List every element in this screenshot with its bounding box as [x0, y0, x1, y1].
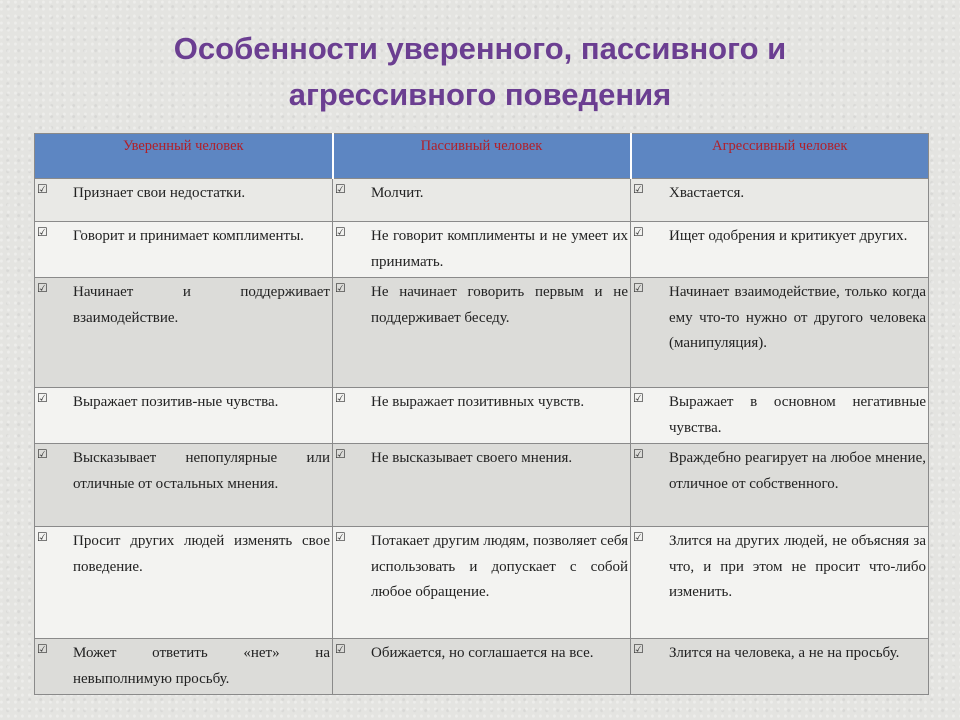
table-row — [35, 222, 929, 278]
cell-confident — [35, 639, 333, 695]
cell-text: Начинает взаимодействие, только когда ему что-то нужно от другого человека (манипуляция). — [669, 284, 926, 351]
checkbox-icon: ☑ — [633, 182, 644, 196]
checkbox-icon: ☑ — [335, 281, 346, 295]
cell-confident — [35, 179, 333, 222]
table-row — [35, 527, 929, 639]
cell-confident — [35, 278, 333, 388]
cell-passive — [333, 388, 631, 444]
cell-text: Ищет одобрения и критикует других. — [669, 228, 908, 244]
behavior-table — [34, 133, 929, 695]
checkbox-icon: ☑ — [37, 225, 48, 239]
cell-text: Высказывает непопулярные или отличные от остальных мнения. — [73, 450, 330, 492]
checkbox-icon: ☑ — [37, 530, 48, 544]
cell-text: Молчит. — [371, 185, 424, 201]
checkbox-icon: ☑ — [633, 530, 644, 544]
checkbox-icon: ☑ — [335, 447, 346, 461]
cell-aggressive — [631, 444, 929, 527]
cell-text: Не выражает позитивных чувств. — [371, 394, 585, 410]
cell-text: Говорит и принимает комплименты. — [73, 228, 304, 244]
cell-text: Злится на человека, а не на просьбу. — [669, 645, 900, 661]
title-line-2: агрессивного поведения — [288, 77, 672, 112]
cell-passive — [333, 278, 631, 388]
cell-aggressive — [631, 278, 929, 388]
title-line-1: Особенности уверенного, пассивного и — [173, 31, 787, 66]
cell-text: Выражает в основном негативные чувства. — [669, 394, 926, 436]
cell-text: Не говорит комплименты и не умеет их принимать. — [371, 228, 628, 270]
cell-aggressive — [631, 179, 929, 222]
cell-aggressive — [631, 639, 929, 695]
checkbox-icon: ☑ — [335, 642, 346, 656]
checkbox-icon: ☑ — [37, 182, 48, 196]
checkbox-icon: ☑ — [633, 225, 644, 239]
checkbox-icon: ☑ — [335, 182, 346, 196]
table-row — [35, 179, 929, 222]
checkbox-icon: ☑ — [335, 530, 346, 544]
column-header-passive: Пассивный человек — [333, 134, 631, 179]
checkbox-icon: ☑ — [37, 642, 48, 656]
cell-text: Признает свои недостатки. — [73, 185, 246, 201]
table-row — [35, 278, 929, 388]
checkbox-icon: ☑ — [37, 391, 48, 405]
page-title — [0, 26, 960, 118]
cell-text: Не высказывает своего мнения. — [371, 450, 573, 466]
column-header-confident: Уверенный человек — [35, 134, 333, 179]
cell-passive — [333, 444, 631, 527]
cell-text: Враждебно реагирует на любое мнение, отличное от собственного. — [669, 450, 926, 492]
cell-confident — [35, 222, 333, 278]
checkbox-icon: ☑ — [335, 391, 346, 405]
checkbox-icon: ☑ — [37, 447, 48, 461]
cell-passive — [333, 527, 631, 639]
cell-aggressive — [631, 527, 929, 639]
checkbox-icon: ☑ — [633, 391, 644, 405]
table-row — [35, 388, 929, 444]
table-row — [35, 639, 929, 695]
table-header-row — [35, 134, 929, 179]
cell-text: Потакает другим людям, позволяет себя использовать и допускает с собой любое обращение. — [371, 533, 628, 600]
checkbox-icon: ☑ — [633, 642, 644, 656]
cell-aggressive — [631, 222, 929, 278]
cell-text: Просит других людей изменять свое поведение. — [73, 533, 330, 575]
cell-confident — [35, 527, 333, 639]
cell-confident — [35, 444, 333, 527]
cell-text: Обижается, но соглашается на все. — [371, 645, 594, 661]
cell-text: Не начинает говорить первым и не поддерживает беседу. — [371, 284, 628, 326]
cell-passive — [333, 222, 631, 278]
checkbox-icon: ☑ — [335, 225, 346, 239]
table-row — [35, 444, 929, 527]
cell-text: Хвастается. — [669, 185, 745, 201]
checkbox-icon: ☑ — [633, 281, 644, 295]
checkbox-icon: ☑ — [37, 281, 48, 295]
cell-aggressive — [631, 388, 929, 444]
cell-text: Начинает и поддерживает взаимодействие. — [73, 284, 330, 326]
cell-text: Злится на других людей, не объясняя за что, и при этом не просит что-либо изменить. — [669, 533, 926, 600]
column-header-aggressive: Агрессивный человек — [631, 134, 929, 179]
cell-text: Может ответить «нет» на невыполнимую просьбу. — [73, 645, 330, 687]
cell-text: Выражает позитив-ные чувства. — [73, 394, 279, 410]
checkbox-icon: ☑ — [633, 447, 644, 461]
cell-confident — [35, 388, 333, 444]
cell-passive — [333, 179, 631, 222]
cell-passive — [333, 639, 631, 695]
